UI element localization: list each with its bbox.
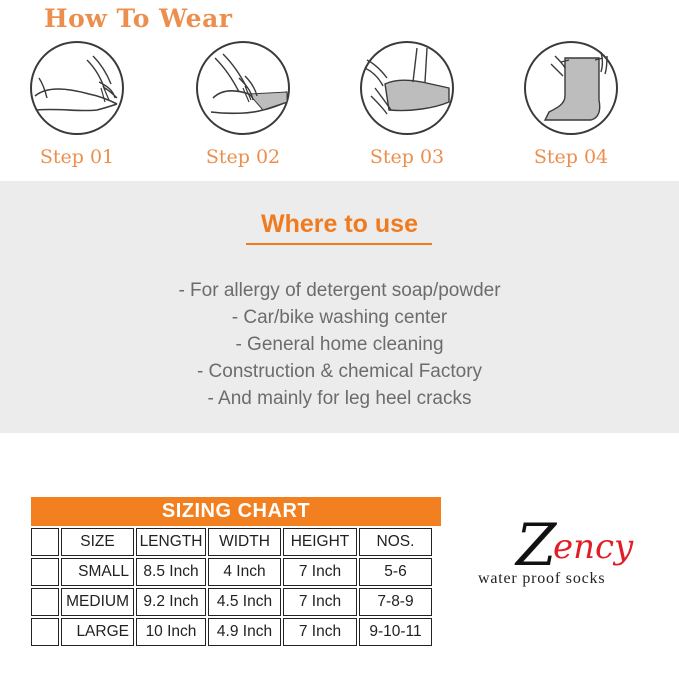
table-cell: 9-10-11 [359, 618, 432, 646]
table-cell: 7-8-9 [359, 588, 432, 616]
step-3 [357, 38, 457, 168]
empty-cell [31, 528, 59, 556]
table-header-row [31, 528, 432, 556]
step-2-label: Step 02 [205, 146, 281, 168]
table-cell: SMALL [61, 558, 134, 586]
how-to-wear-title: How To Wear [44, 4, 233, 33]
table-row [31, 588, 432, 616]
table-cell: 4.9 Inch [208, 618, 281, 646]
header-cell: NOS. [359, 528, 432, 556]
header-cell: LENGTH [136, 528, 206, 556]
use-item: - Car/bike washing center [231, 307, 448, 328]
header-cell: HEIGHT [283, 528, 357, 556]
title-underline [246, 243, 432, 245]
table-cell: 8.5 Inch [136, 558, 206, 586]
brand-logo [478, 513, 658, 593]
step-4-label: Step 04 [533, 146, 609, 168]
steps-row [0, 38, 679, 183]
brand-name: ency [553, 527, 634, 567]
sizing-table [29, 526, 434, 648]
use-list [0, 277, 679, 412]
table-cell: 4 Inch [208, 558, 281, 586]
brand-tagline: water proof socks [478, 570, 606, 587]
use-item: - General home cleaning [235, 334, 444, 355]
step-3-label: Step 03 [369, 146, 445, 168]
table-cell: 4.5 Inch [208, 588, 281, 616]
empty-cell [31, 558, 59, 586]
header-cell: SIZE [61, 528, 134, 556]
empty-cell [31, 588, 59, 616]
use-item: - And mainly for leg heel cracks [207, 388, 472, 409]
step-1-label: Step 01 [39, 146, 115, 168]
sizing-chart-title: SIZING CHART [31, 497, 441, 526]
foot-step-3-icon [357, 38, 457, 138]
table-cell: 5-6 [359, 558, 432, 586]
table-cell: 9.2 Inch [136, 588, 206, 616]
table-cell: 7 Inch [283, 618, 357, 646]
table-cell: 10 Inch [136, 618, 206, 646]
table-cell: MEDIUM [61, 588, 134, 616]
table-row [31, 558, 432, 586]
step-2 [193, 38, 293, 168]
header-cell: WIDTH [208, 528, 281, 556]
use-item: - Construction & chemical Factory [196, 361, 483, 382]
foot-step-4-icon [521, 38, 621, 138]
foot-step-2-icon [193, 38, 293, 138]
brand-initial: Z [516, 511, 557, 579]
empty-cell [31, 618, 59, 646]
table-cell: 7 Inch [283, 558, 357, 586]
where-to-use-title: Where to use [261, 210, 418, 238]
table-row [31, 618, 432, 646]
step-1 [27, 38, 127, 168]
foot-step-1-icon [27, 38, 127, 138]
table-cell: 7 Inch [283, 588, 357, 616]
sizing-chart [31, 497, 441, 648]
use-item: - For allergy of detergent soap/powder [178, 280, 501, 301]
table-cell: LARGE [61, 618, 134, 646]
step-4 [521, 38, 621, 168]
